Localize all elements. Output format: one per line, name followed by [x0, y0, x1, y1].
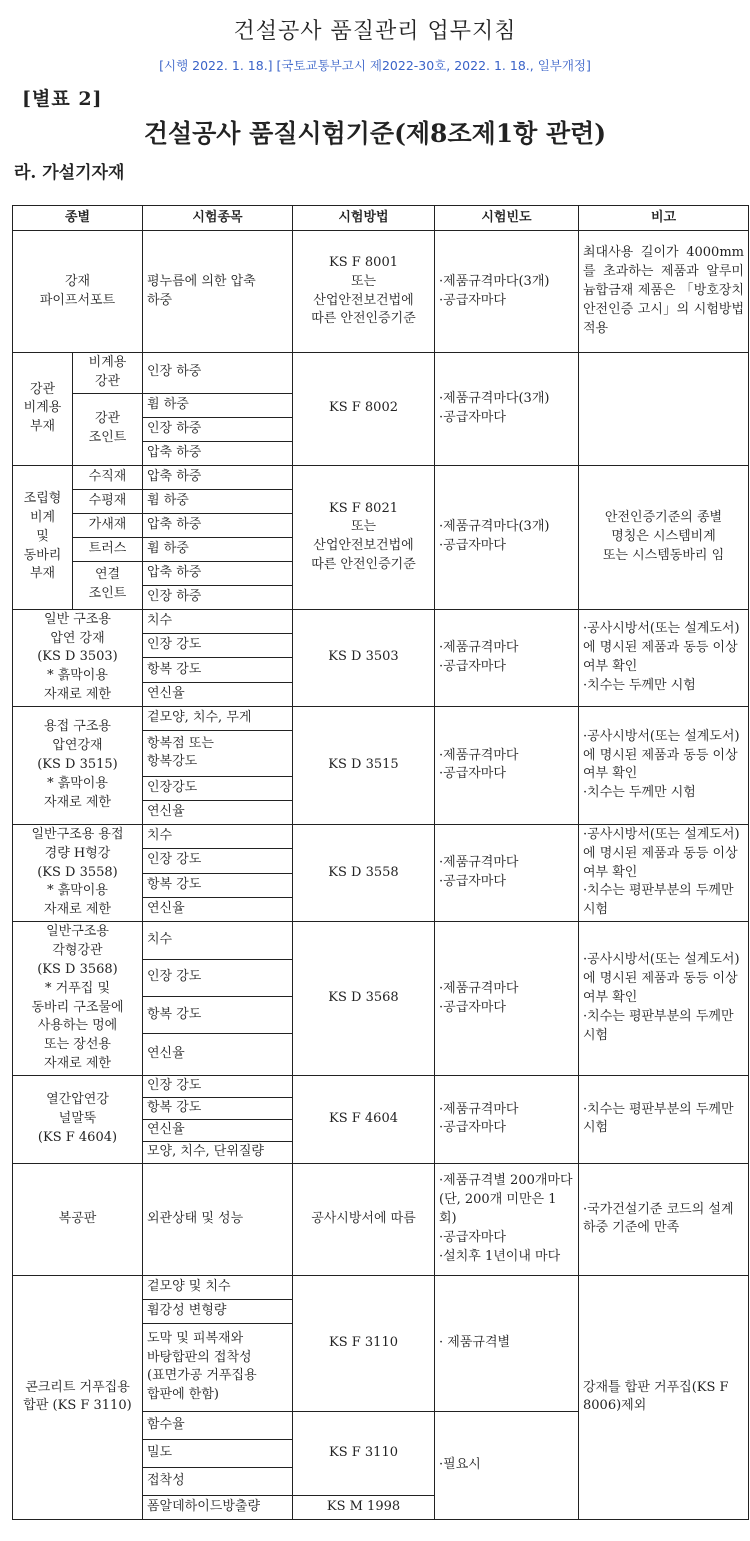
cell-item: 모양, 치수, 단위질량 [143, 1141, 293, 1163]
cell-note: 강재틀 합판 거푸집(KS F 8006)제외 [579, 1275, 749, 1519]
cell-frequency: ·제품규격마다(3개) ·공급자마다 [435, 465, 579, 609]
cell-item: 도막 및 피복재와 바탕합판의 접착성 (표면가공 거푸집용 합판에 한함) [143, 1323, 293, 1411]
cell-item: 압축 하중 [143, 441, 293, 465]
cell-type: 강관 비계용 부재 [13, 353, 73, 466]
cell-subtype: 강관 조인트 [73, 393, 143, 465]
cell-item: 인장강도 [143, 776, 293, 800]
cell-item: 함수율 [143, 1411, 293, 1439]
cell-item: 인장 강도 [143, 633, 293, 657]
table-row [13, 824, 749, 848]
cell-note [579, 353, 749, 466]
cell-item: 연신율 [143, 1119, 293, 1141]
cell-item: 인장 강도 [143, 1075, 293, 1097]
cell-item: 연신율 [143, 1034, 293, 1076]
cell-note: ·공사시방서(또는 설계도서)에 명시된 제품과 동등 이상 여부 확인 ·치수는 평판부분의 두께만 시험 [579, 922, 749, 1076]
cell-item: 휨 하중 [143, 393, 293, 417]
cell-item: 인장 강도 [143, 959, 293, 996]
table-row [13, 609, 749, 633]
table-row [13, 1163, 749, 1275]
annex-label: [별표 2] [22, 88, 103, 110]
cell-item: 접착성 [143, 1467, 293, 1495]
cell-note: 안전인증기준의 종별 명칭은 시스템비계 또는 시스템동바리 임 [579, 465, 749, 609]
header-note: 비고 [579, 206, 749, 231]
table-row [13, 922, 749, 959]
cell-item: 연신율 [143, 897, 293, 921]
cell-method: KS F 3110 [293, 1411, 435, 1495]
cell-subtype: 수평재 [73, 489, 143, 513]
cell-item: 항복 강도 [143, 996, 293, 1033]
cell-item: 인장 하중 [143, 585, 293, 609]
cell-frequency: · 제품규격별 [435, 1275, 579, 1411]
cell-item: 폼알데하이드방출량 [143, 1495, 293, 1519]
cell-item: 압축 하중 [143, 561, 293, 585]
table-row [13, 1075, 749, 1097]
cell-method: KS D 3568 [293, 922, 435, 1076]
cell-note: 최대사용 길이가 4000mm를 초과하는 제품과 알루미늄합금재 제품은 「방호장치 안전인증 고시」의 시험방법 적용 [579, 231, 749, 353]
table-row [13, 353, 749, 394]
cell-item: 치수 [143, 609, 293, 633]
cell-subtype: 가새재 [73, 513, 143, 537]
cell-method: KS F 4604 [293, 1075, 435, 1163]
table-row [13, 706, 749, 730]
cell-method: KS M 1998 [293, 1495, 435, 1519]
cell-item: 인장 강도 [143, 849, 293, 873]
table-row [13, 465, 749, 489]
cell-frequency: ·제품규격마다 ·공급자마다 [435, 824, 579, 921]
cell-frequency: ·제품규격마다 ·공급자마다 [435, 1075, 579, 1163]
header-item: 시험종목 [143, 206, 293, 231]
document-subtitle[interactable]: [시행 2022. 1. 18.] [국토교통부고시 제2022-30호, 2022. 1. 18., 일부개정] [159, 58, 591, 73]
cell-item: 항복 강도 [143, 1097, 293, 1119]
table-row [13, 231, 749, 353]
quality-test-table [12, 205, 749, 1520]
main-title: 건설공사 품질시험기준(제8조제1항 관련) [143, 119, 607, 148]
cell-item: 밀도 [143, 1439, 293, 1467]
cell-type: 복공판 [13, 1163, 143, 1275]
cell-item: 항복 강도 [143, 658, 293, 682]
cell-item: 압축 하중 [143, 513, 293, 537]
table-row [13, 1275, 749, 1299]
cell-method: KS D 3503 [293, 609, 435, 706]
cell-type: 용접 구조용 압연강재 (KS D 3515) * 흙막이용 자재로 제한 [13, 706, 143, 824]
cell-frequency: ·제품규격마다 ·공급자마다 [435, 922, 579, 1076]
section-heading: 라. 가설기자재 [14, 163, 125, 183]
cell-type: 일반구조용 각형강관 (KS D 3568) * 거푸집 및 동바리 구조물에 사용하는 멍에 또는 장선용 자재로 제한 [13, 922, 143, 1076]
cell-item: 휨강성 변형량 [143, 1299, 293, 1323]
cell-type: 조립형 비계 및 동바리 부재 [13, 465, 73, 609]
cell-type: 열간압연강 널말뚝 (KS F 4604) [13, 1075, 143, 1163]
header-frequency: 시험빈도 [435, 206, 579, 231]
cell-type: 강재 파이프서포트 [13, 231, 143, 353]
cell-frequency: ·필요시 [435, 1411, 579, 1519]
cell-note: ·공사시방서(또는 설계도서)에 명시된 제품과 동등 이상 여부 확인 ·치수는 평판부분의 두께만 시험 [579, 824, 749, 921]
cell-item: 겉모양, 치수, 무게 [143, 706, 293, 730]
cell-method: KS F 8021 또는 산업안전보건법에 따른 안전인증기준 [293, 465, 435, 609]
cell-note: ·공사시방서(또는 설계도서)에 명시된 제품과 동등 이상 여부 확인 ·치수는 두께만 시험 [579, 609, 749, 706]
cell-item: 외관상태 및 성능 [143, 1163, 293, 1275]
cell-frequency: ·제품규격마다 ·공급자마다 [435, 706, 579, 824]
cell-type: 일반구조용 용접 경량 H형강 (KS D 3558) * 흙막이용 자재로 제한 [13, 824, 143, 921]
header-method: 시험방법 [293, 206, 435, 231]
cell-note: ·국가건설기준 코드의 설계하중 기준에 만족 [579, 1163, 749, 1275]
cell-item: 연신율 [143, 800, 293, 824]
cell-note: ·공사시방서(또는 설계도서)에 명시된 제품과 동등 이상 여부 확인 ·치수는 두께만 시험 [579, 706, 749, 824]
cell-method: KS F 8002 [293, 353, 435, 466]
cell-item: 연신율 [143, 682, 293, 706]
cell-method: 공사시방서에 따름 [293, 1163, 435, 1275]
cell-item: 인장 하중 [143, 417, 293, 441]
cell-method: KS D 3515 [293, 706, 435, 824]
cell-item: 휨 하중 [143, 489, 293, 513]
cell-subtype: 수직재 [73, 465, 143, 489]
cell-frequency: ·제품규격마다(3개) ·공급자마다 [435, 353, 579, 466]
cell-item: 겉모양 및 치수 [143, 1275, 293, 1299]
cell-item: 압축 하중 [143, 465, 293, 489]
cell-method: KS F 3110 [293, 1275, 435, 1411]
cell-item: 항복점 또는 항복강도 [143, 730, 293, 776]
cell-type: 콘크리트 거푸집용 합판 (KS F 3110) [13, 1275, 143, 1519]
cell-method: KS F 8001 또는 산업안전보건법에 따른 안전인증기준 [293, 231, 435, 353]
cell-subtype: 트러스 [73, 537, 143, 561]
cell-frequency: ·제품규격별 200개마다(단, 200개 미만은 1회) ·공급자마다 ·설치후 1년이내 마다 [435, 1163, 579, 1275]
cell-note: ·치수는 평판부분의 두께만 시험 [579, 1075, 749, 1163]
cell-frequency: ·제품규격마다(3개) ·공급자마다 [435, 231, 579, 353]
cell-subtype: 비계용 강관 [73, 353, 143, 394]
cell-method: KS D 3558 [293, 824, 435, 921]
cell-item: 인장 하중 [143, 353, 293, 394]
table-header-row [13, 206, 749, 231]
cell-item: 치수 [143, 824, 293, 848]
cell-item: 휨 하중 [143, 537, 293, 561]
cell-type: 일반 구조용 압연 강재 (KS D 3503) * 흙막이용 자재로 제한 [13, 609, 143, 706]
cell-item: 평누름에 의한 압축 하중 [143, 231, 293, 353]
document-title: 건설공사 품질관리 업무지침 [233, 19, 517, 44]
cell-item: 항복 강도 [143, 873, 293, 897]
header-type: 종별 [13, 206, 143, 231]
cell-subtype: 연결 조인트 [73, 561, 143, 609]
cell-frequency: ·제품규격마다 ·공급자마다 [435, 609, 579, 706]
cell-item: 치수 [143, 922, 293, 959]
